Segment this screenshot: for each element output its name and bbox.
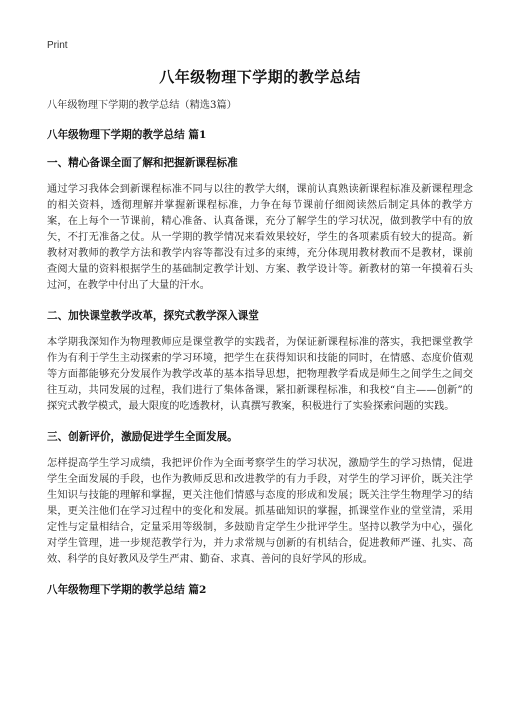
section-2-subheading: 二、加快课堂教学改革，探究式教学深入课堂	[47, 310, 259, 322]
intro-text: 八年级物理下学期的教学总结（精选3篇）	[47, 100, 237, 111]
section-3-subheading: 三、创新评价，激励促进学生全面发展。	[47, 431, 238, 443]
article-2-heading: 八年级物理下学期的教学总结 篇2	[47, 584, 207, 596]
document-body	[47, 98, 473, 610]
article-1-heading: 八年级物理下学期的教学总结 篇1	[47, 129, 207, 141]
section-3-paragraph: 怎样提高学生学习成绩，我把评价作为全面考察学生的学习状况，激励学生的学习热情，促进学生全面发展的手段，也作为教师反思和改进教学的有力手段，对学生的学习评价，既关注学生知识与技能的理解和掌握，更关注他们情感与态度的形成和发展；既关注学生物理学习的结果，更关注他们在学习过程中的变化和发展。抓基础知识的掌握，抓课堂作业的堂堂清，采用定性与定量相结合，定量采用等级制，多鼓励肯定学生少批评学生。坚持以教学为中心，强化对学生管理，进一步规范教学行为，并力求常规与创新的有机结合，促进教师严谨、扎实、高效、科学的良好教风及学生严肃、勤奋、求真、善问的良好学风的形成。	[47, 458, 473, 565]
section-1-subheading: 一、精心备课全面了解和把握新课程标准	[47, 157, 238, 169]
page-title: 八年级物理下学期的教学总结	[159, 68, 361, 86]
section-2-paragraph: 本学期我深知作为物理教师应是课堂教学的实践者，为保证新课程标准的落实，我把课堂教学作为有利于学生主动探索的学习环境，把学生在获得知识和技能的同时，在情感、态度价值观等方面都能够充分发展作为教学改革的基本指导思想，把物理教学看成是师生之间学生之间交往互动，共同发展的过程，我们进行了集体备课，紧扣新课程标准，和我校“自主——创新”的探究式教学模式，最大限度的吃透教材，认真撰写教案，积极进行了实验探索问题的实践。	[47, 337, 473, 412]
section-1-paragraph: 通过学习我体会到新课程标准不同与以往的教学大纲，课前认真熟读新课程标准及新课程理念的相关资料，透彻理解并掌握新课程标准，力争在每节课前仔细阅读然后制定具体的教学方案，在上每个一节课前，精心准备、认真备课，充分了解学生的学习状况，做到教学中有的放矢，不打无准备之仗。从一学期的教学情况来看效果较好，学生的各项素质有较大的提高。新教材对教师的教学方法和教学内容等都没有过多的束缚，充分体现用教材教而不是教材，课前查阅大量的资料根据学生的基础制定教学计划、方案、教学设计等。新教材的第一年摸着石头过河，在教学中付出了大量的汗水。	[47, 184, 473, 291]
print-link[interactable]: Print	[47, 40, 68, 51]
